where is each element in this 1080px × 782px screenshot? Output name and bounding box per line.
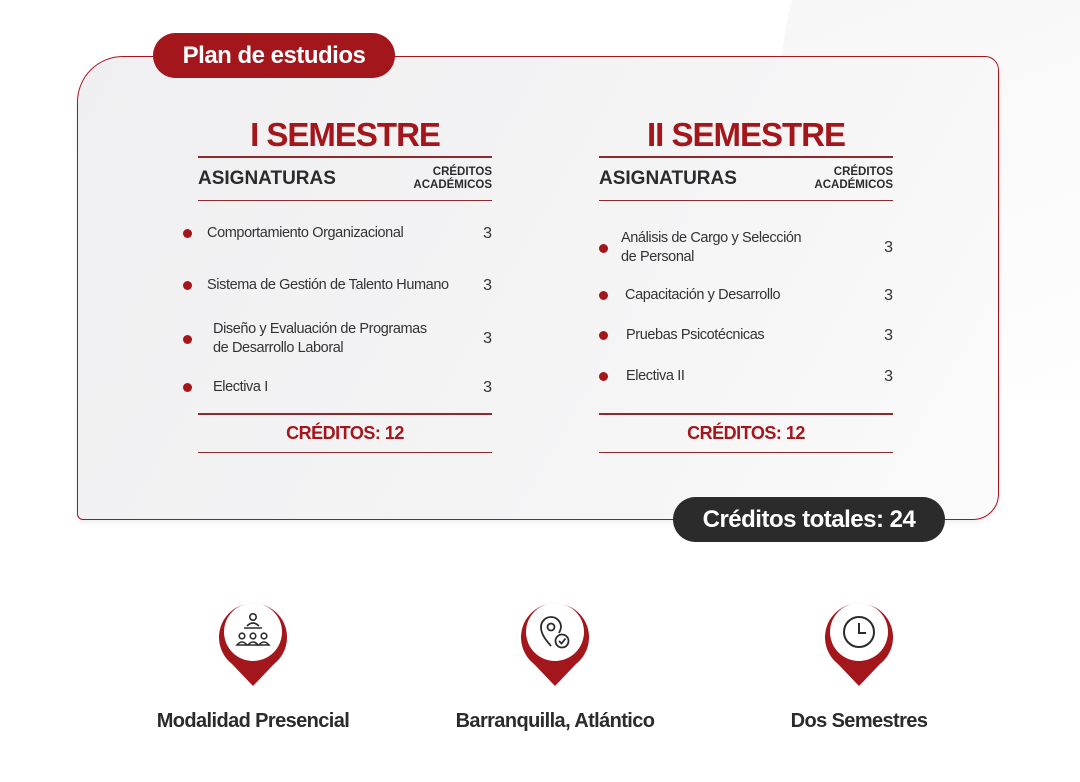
course-item [198, 320, 492, 358]
course-name: Sistema de Gestión de Talento Humano [207, 277, 449, 293]
feature-label: Dos Semestres [790, 710, 928, 732]
plan-title-badge: Plan de estudios [153, 33, 395, 78]
course-credits: 3 [884, 326, 893, 344]
course-item [599, 326, 893, 345]
semester-table-header [198, 158, 492, 200]
divider [599, 200, 893, 202]
semester-credits-total: CRÉDITOS: 12 [687, 422, 805, 443]
semester-2-block [599, 114, 893, 443]
location-check-icon [519, 596, 591, 688]
bullet-icon [183, 281, 192, 290]
divider [198, 452, 492, 454]
pin-badge [519, 596, 591, 688]
semester-1-block [198, 114, 492, 443]
course-credits: 3 [884, 286, 893, 304]
course-item [198, 378, 492, 397]
course-name: Comportamiento Organizacional [207, 225, 404, 241]
course-name: Análisis de Cargo y Selección de Personal [621, 230, 802, 265]
course-name: Electiva I [213, 379, 268, 395]
feature-label: Barranquilla, Atlántico [455, 710, 655, 732]
total-credits-badge: Créditos totales: 24 [673, 497, 945, 542]
credits-header-line-2: ACADÉMICOS [413, 178, 492, 191]
course-item [198, 224, 492, 243]
feature-label: Modalidad Presencial [156, 710, 350, 732]
course-credits: 3 [483, 330, 492, 347]
semester-total [599, 413, 893, 453]
subjects-column-header: ASIGNATURAS [599, 167, 737, 189]
course-credits: 3 [884, 367, 893, 385]
credits-header-line-2: ACADÉMICOS [814, 178, 893, 191]
clock-icon [823, 596, 895, 688]
bullet-icon [599, 331, 608, 340]
semester-title: II SEMESTRE [646, 116, 846, 153]
divider [198, 200, 492, 202]
semester-title: I SEMESTRE [250, 116, 440, 153]
course-credits: 3 [483, 276, 492, 294]
pin-badge [217, 596, 289, 688]
subjects-column-header: ASIGNATURAS [198, 167, 336, 189]
bullet-icon [183, 383, 192, 392]
credits-column-header [814, 166, 893, 192]
feature-modality [123, 596, 383, 733]
credits-header-line-1: CRÉDITOS [432, 165, 492, 178]
course-item [599, 229, 893, 267]
course-credits: 3 [483, 378, 492, 396]
divider [599, 452, 893, 454]
semester-credits-total: CRÉDITOS: 12 [286, 422, 404, 443]
course-item [599, 367, 893, 386]
course-name: Capacitación y Desarrollo [625, 287, 781, 303]
course-item [599, 286, 893, 305]
semester-total [198, 413, 492, 453]
bullet-icon [183, 335, 192, 344]
course-name: Electiva II [626, 368, 685, 384]
bullet-icon [183, 229, 192, 238]
pin-badge [823, 596, 895, 688]
course-credits: 3 [483, 224, 492, 242]
course-name: Diseño y Evaluación de Programas de Desarrollo Laboral [213, 321, 427, 356]
course-item [198, 276, 492, 295]
course-name: Pruebas Psicotécnicas [626, 327, 765, 343]
semester-table-header [599, 158, 893, 200]
bullet-icon [599, 244, 608, 253]
bullet-icon [599, 291, 608, 300]
bullet-icon [599, 372, 608, 381]
classroom-icon [217, 596, 289, 688]
feature-duration [729, 596, 989, 733]
credits-column-header [413, 166, 492, 192]
credits-header-line-1: CRÉDITOS [833, 165, 893, 178]
course-credits: 3 [884, 239, 893, 256]
feature-location [425, 596, 685, 733]
